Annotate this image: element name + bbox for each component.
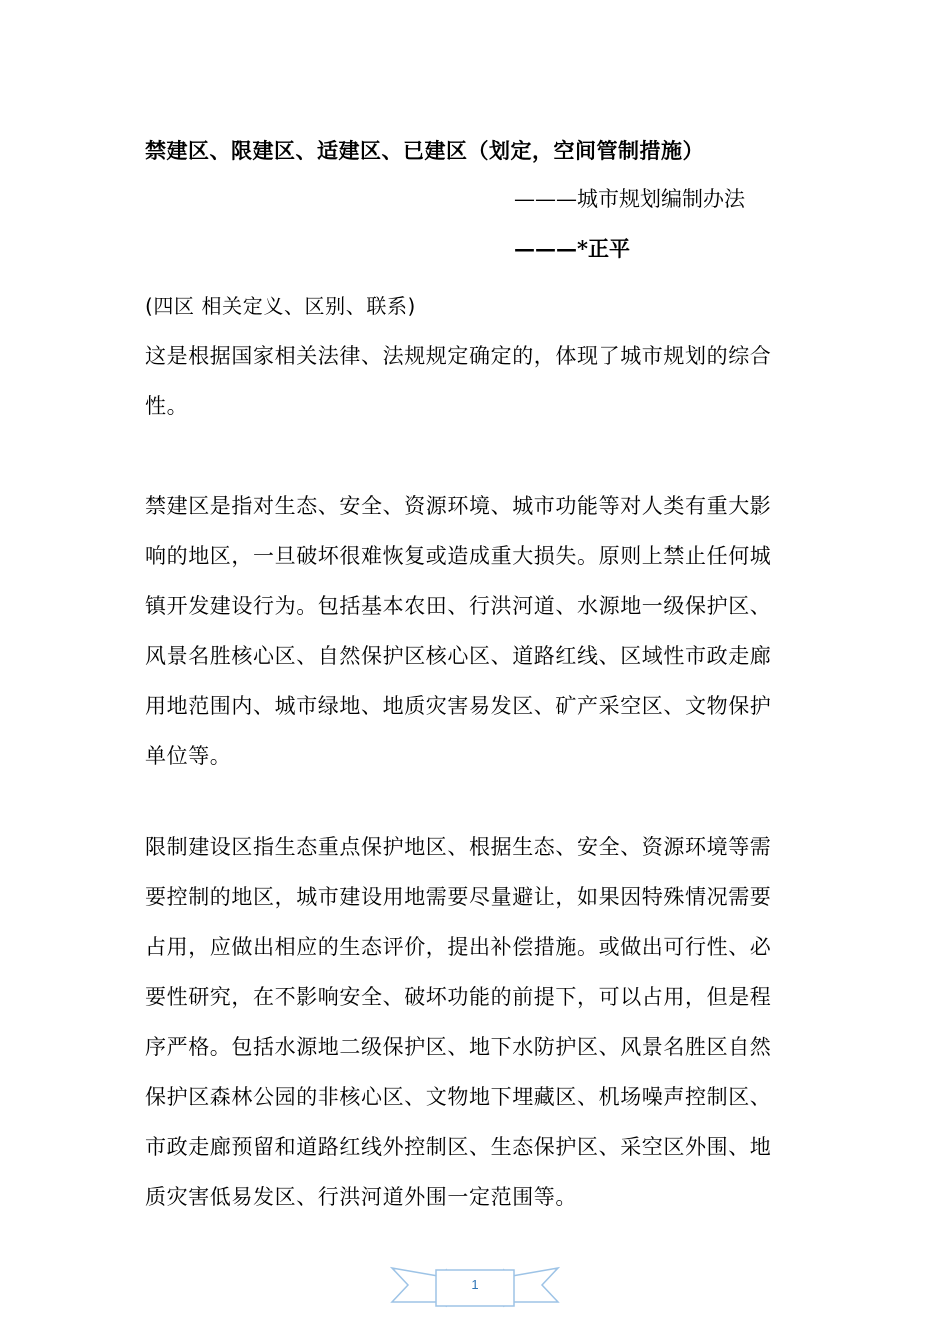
paragraph-line: 性。: [145, 394, 189, 418]
paragraph-restricted-zone: [145, 822, 810, 1222]
paragraph-line: 要性研究，在不影响安全、破坏功能的前提下，可以占用，但是程: [145, 985, 772, 1009]
paragraph-intro: [145, 331, 810, 431]
byline-source: ———城市规划编制办法: [514, 187, 745, 211]
sub-heading: [145, 281, 810, 331]
paragraph-line: 保护区森林公园的非核心区、文物地下埋藏区、机场噪声控制区、: [145, 1085, 772, 1109]
paragraph-line: 禁建区是指对生态、安全、资源环境、城市功能等对人类有重大影: [145, 494, 772, 518]
byline-author: ———*正平: [514, 236, 630, 261]
paragraph-line: 占用，应做出相应的生态评价，提出补偿措施。或做出可行性、必: [145, 935, 772, 959]
page-number: 1: [471, 1277, 479, 1292]
document-title: 禁建区、限建区、适建区、已建区（划定，空间管制措施）: [145, 138, 704, 163]
paragraph-line: 单位等。: [145, 744, 232, 768]
paragraph-line: 市政走廊预留和道路红线外控制区、生态保护区、采空区外围、地: [145, 1135, 772, 1159]
paragraph-line: 用地范围内、城市绿地、地质灾害易发区、矿产采空区、文物保护: [145, 694, 772, 718]
sub-heading-text: (四区 相关定义、区别、联系): [145, 294, 416, 318]
paragraph-line: 响的地区，一旦破坏很难恢复或造成重大损失。原则上禁止任何城: [145, 544, 772, 568]
paragraph-line: 质灾害低易发区、行洪河道外围一定范围等。: [145, 1185, 577, 1209]
paragraph-line: 序严格。包括水源地二级保护区、地下水防护区、风景名胜区自然: [145, 1035, 772, 1059]
paragraph-line: 风景名胜核心区、自然保护区核心区、道路红线、区域性市政走廊: [145, 644, 772, 668]
paragraph-line: 镇开发建设行为。包括基本农田、行洪河道、水源地一级保护区、: [145, 594, 772, 618]
paragraph-line: 这是根据国家相关法律、法规规定确定的，体现了城市规划的综合: [145, 344, 772, 368]
paragraph-prohibited-zone: [145, 481, 810, 781]
paragraph-line: 限制建设区指生态重点保护地区、根据生态、安全、资源环境等需: [145, 835, 772, 859]
paragraph-line: 要控制的地区，城市建设用地需要尽量避让，如果因特殊情况需要: [145, 885, 772, 909]
page-footer: [390, 1262, 560, 1310]
